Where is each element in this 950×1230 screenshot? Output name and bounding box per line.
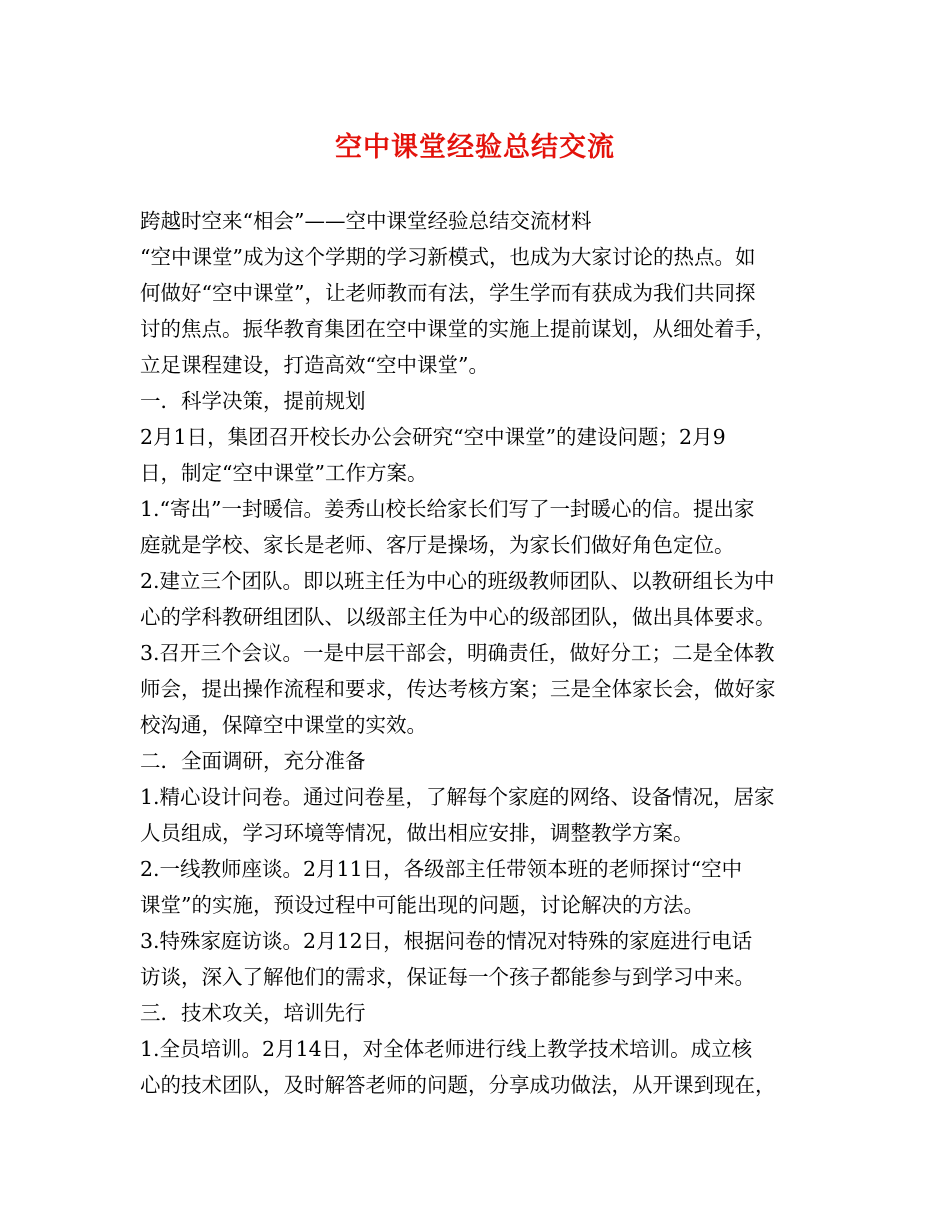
document-body xyxy=(140,203,812,1103)
body-line: 心的技术团队，及时解答老师的问题，分享成功做法，从开课到现在， xyxy=(140,1073,776,1097)
body-line: 日，制定“空中课堂”工作方案。 xyxy=(140,461,428,485)
body-line: 人员组成，学习环境等情况，做出相应安排，调整教学方案。 xyxy=(140,821,694,845)
body-line: 1.全员培训。2月14日，对全体老师进行线上教学技术培训。成立核 xyxy=(140,1037,753,1061)
body-line: 2月1日，集团召开校长办公会研究“空中课堂”的建设问题；2月9 xyxy=(140,425,726,449)
body-line: 2.建立三个团队。即以班主任为中心的班级教师团队、以教研组长为中 xyxy=(140,569,775,593)
body-line: 跨越时空来“相会”——空中课堂经验总结交流材料 xyxy=(140,209,592,233)
body-line: 三．技术攻关，培训先行 xyxy=(140,1001,366,1025)
body-line: 庭就是学校、家长是老师、客厅是操场，为家长们做好角色定位。 xyxy=(140,533,735,557)
body-line: 二．全面调研，充分准备 xyxy=(140,749,366,773)
body-line: 心的学科教研组团队、以级部主任为中心的级部团队，做出具体要求。 xyxy=(140,605,776,629)
body-line: 课堂”的实施，预设过程中可能出现的问题，讨论解决的方法。 xyxy=(140,893,704,917)
body-line: 2.一线教师座谈。2月11日，各级部主任带领本班的老师探讨“空中 xyxy=(140,857,743,881)
body-line: 校沟通，保障空中课堂的实效。 xyxy=(140,713,427,737)
body-line: 师会，提出操作流程和要求，传达考核方案；三是全体家长会，做好家 xyxy=(140,677,776,701)
body-line: “空中课堂”成为这个学期的学习新模式，也成为大家讨论的热点。如 xyxy=(140,245,756,269)
body-line: 1.“寄出”一封暖信。姜秀山校长给家长们写了一封暖心的信。提出家 xyxy=(140,497,755,521)
body-line: 讨的焦点。振华教育集团在空中课堂的实施上提前谋划，从细处着手， xyxy=(140,317,776,341)
document-title: 空中课堂经验总结交流 xyxy=(335,132,615,163)
body-line: 3.召开三个会议。一是中层干部会，明确责任，做好分工；二是全体教 xyxy=(140,641,775,665)
body-line: 访谈，深入了解他们的需求，保证每一个孩子都能参与到学习中来。 xyxy=(140,965,755,989)
body-line: 何做好“空中课堂”，让老师教而有法，学生学而有获成为我们共同探 xyxy=(140,281,756,305)
body-line: 1.精心设计问卷。通过问卷星，了解每个家庭的网络、设备情况，居家 xyxy=(140,785,775,809)
body-line: 一．科学决策，提前规划 xyxy=(140,389,366,413)
body-line: 3.特殊家庭访谈。2月12日，根据问卷的情况对特殊的家庭进行电话 xyxy=(140,929,753,953)
body-line: 立足课程建设，打造高效“空中课堂”。 xyxy=(140,353,489,377)
